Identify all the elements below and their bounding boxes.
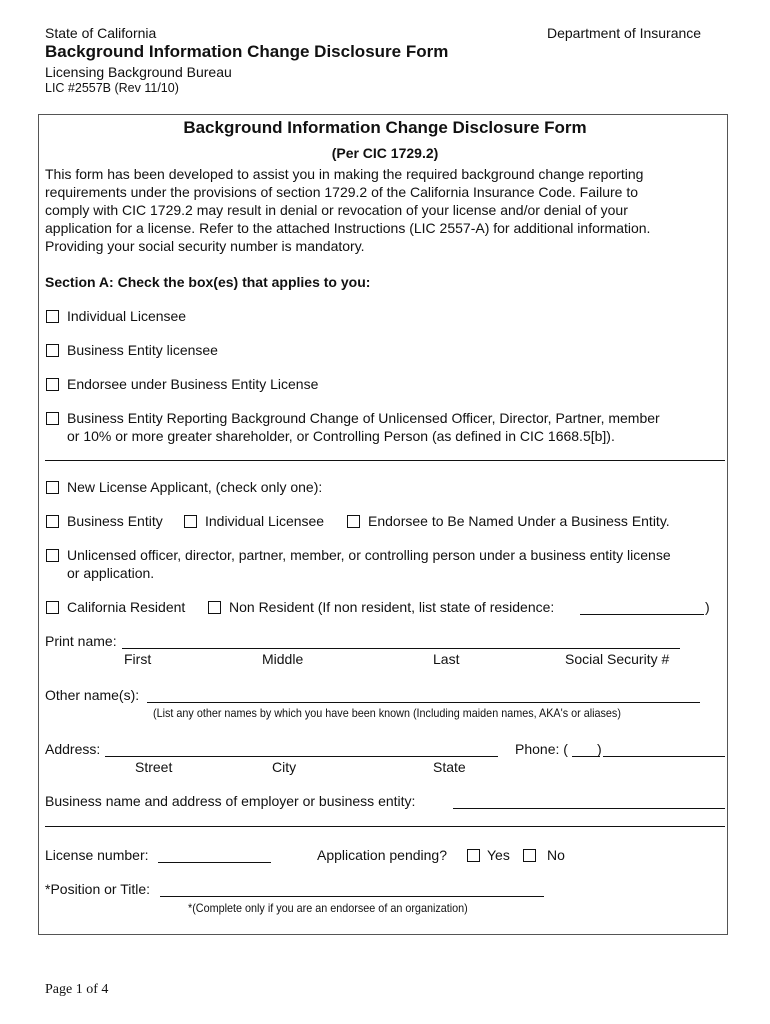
section-divider [45, 460, 725, 461]
na-individual-label: Individual Licensee [205, 513, 325, 529]
reporting-change-label-1: Business Entity Reporting Background Change of Unlicensed Officer, Director, Partner, member [67, 410, 660, 426]
na-business-entity-label: Business Entity [67, 513, 163, 529]
page-number: Page 1 of 4 [45, 982, 109, 997]
na-endorsee-checkbox[interactable] [347, 515, 360, 528]
endorsee-label: Endorsee under Business Entity License [67, 376, 319, 392]
print-name-field[interactable] [122, 648, 680, 649]
address-city-caption: City [272, 759, 297, 775]
business-entity-licensee-checkbox[interactable] [46, 344, 59, 357]
business-entity-licensee-label: Business Entity licensee [67, 342, 218, 358]
unlicensed-officer-checkbox[interactable] [46, 549, 59, 562]
intro-line-1: This form has been developed to assist you in making the required background change reporting [45, 166, 644, 182]
intro-line-5: Providing your social security number is mandatory. [45, 238, 365, 254]
individual-licensee-checkbox[interactable] [46, 310, 59, 323]
reporting-change-checkbox[interactable] [46, 412, 59, 425]
new-applicant-checkbox[interactable] [46, 481, 59, 494]
state-label: State of California [45, 25, 157, 41]
other-names-hint: (List any other names by which you have been known (Including maiden names, AKA's or aliases) [153, 706, 621, 720]
non-resident-label: Non Resident (If non resident, list state of residence: [229, 599, 555, 615]
other-names-label: Other name(s): [45, 687, 140, 703]
other-names-field[interactable] [147, 702, 700, 703]
new-applicant-label: New License Applicant, (check only one): [67, 479, 323, 495]
na-individual-checkbox[interactable] [184, 515, 197, 528]
section-a-heading: Section A: Check the box(es) that applies to you: [45, 274, 371, 290]
name-last-caption: Last [433, 651, 460, 667]
pending-no-checkbox[interactable] [523, 849, 536, 862]
address-label: Address: [45, 741, 101, 757]
position-label: *Position or Title: [45, 881, 151, 897]
business-address-field[interactable] [45, 826, 725, 827]
residence-state-field[interactable] [580, 614, 704, 615]
phone-close: ) [597, 741, 602, 757]
intro-line-4: application for a license. Refer to the attached Instructions (LIC 2557-A) for additional information. [45, 220, 651, 236]
individual-licensee-label: Individual Licensee [67, 308, 187, 324]
address-state-caption: State [433, 759, 466, 775]
license-number-field[interactable] [158, 862, 271, 863]
unlicensed-officer-label-1: Unlicensed officer, director, partner, member, or controlling person under a business entity license [67, 547, 671, 563]
name-ssn-caption: Social Security # [565, 651, 670, 667]
non-resident-close: ) [705, 599, 710, 615]
california-resident-checkbox[interactable] [46, 601, 59, 614]
license-number-label: License number: [45, 847, 149, 863]
phone-area-code-field[interactable] [572, 756, 600, 757]
pending-yes-checkbox[interactable] [467, 849, 480, 862]
position-field[interactable] [160, 896, 544, 897]
na-endorsee-label: Endorsee to Be Named Under a Business Entity. [368, 513, 670, 529]
unlicensed-officer-label-2: or application. [67, 565, 155, 581]
address-street-caption: Street [135, 759, 173, 775]
non-resident-checkbox[interactable] [208, 601, 221, 614]
name-first-caption: First [124, 651, 152, 667]
phone-number-field[interactable] [603, 756, 725, 757]
reporting-change-label-2: or 10% or more greater shareholder, or Controlling Person (as defined in CIC 1668.5[b]). [67, 428, 615, 444]
print-name-label: Print name: [45, 633, 117, 649]
department-label: Department of Insurance [547, 25, 702, 41]
california-resident-label: California Resident [67, 599, 186, 615]
phone-label: Phone: ( [515, 741, 568, 757]
endorsee-checkbox[interactable] [46, 378, 59, 391]
position-hint: *(Complete only if you are an endorsee of an organization) [188, 901, 468, 915]
business-name-field[interactable] [453, 808, 725, 809]
intro-line-3: comply with CIC 1729.2 may result in denial or revocation of your license and/or denial of your [45, 202, 628, 218]
business-name-label: Business name and address of employer or business entity: [45, 793, 416, 809]
bureau-label: Licensing Background Bureau [45, 64, 232, 80]
pending-no-label: No [547, 847, 565, 863]
pending-yes-label: Yes [487, 847, 510, 863]
form-subtitle: (Per CIC 1729.2) [331, 145, 439, 161]
application-pending-label: Application pending? [317, 847, 447, 863]
form-number: LIC #2557B (Rev 11/10) [45, 81, 179, 95]
na-business-entity-checkbox[interactable] [46, 515, 59, 528]
intro-line-2: requirements under the provisions of section 1729.2 of the California Insurance Code. Failure to [45, 184, 639, 200]
name-middle-caption: Middle [262, 651, 304, 667]
page-title: Background Information Change Disclosure Form [45, 42, 449, 61]
address-field[interactable] [105, 756, 498, 757]
form-title: Background Information Change Disclosure Form [183, 118, 587, 137]
